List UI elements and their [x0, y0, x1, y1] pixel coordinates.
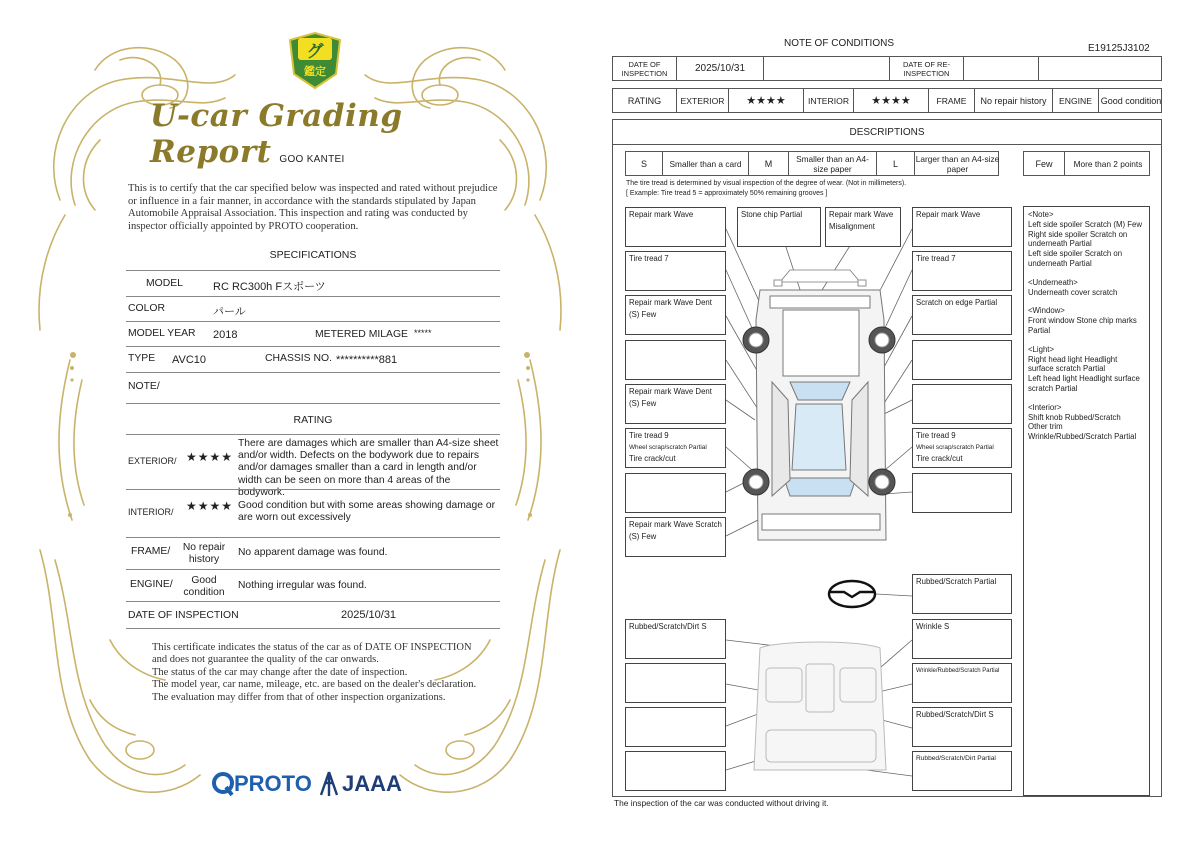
- damage-callout: Tire tread 9 Wheel scrap/scratch Partial Tire crack/cut: [625, 428, 726, 468]
- damage-callout: [625, 340, 726, 380]
- interior-label: INTERIOR: [803, 89, 853, 112]
- damage-callout: Rubbed/Scratch/Dirt S: [625, 619, 726, 659]
- exterior-stars: ★★★★: [728, 89, 803, 112]
- sheet-code: E19125J3102: [1088, 43, 1150, 54]
- interior-stars: ★★★★: [186, 499, 234, 513]
- legend-text: Larger than an A4-size paper: [915, 153, 1000, 174]
- notes-panel: [1023, 206, 1150, 796]
- footer-line: The status of the car may change after the date of inspection.: [152, 666, 408, 678]
- sheet-footer: The inspection of the car was conducted without driving it.: [614, 798, 829, 808]
- legend-key: L: [876, 152, 914, 175]
- footer-line: The model year, car name, mileage, etc. are based on the dealer's declaration.: [152, 679, 477, 691]
- legend-key: M: [748, 152, 788, 175]
- note-line: <Underneath>: [1028, 277, 1078, 287]
- date-of-inspection-value: 2025/10/31: [341, 609, 397, 621]
- damage-callout: [912, 473, 1012, 513]
- color-label: COLOR: [128, 303, 165, 314]
- specifications-heading: SPECIFICATIONS: [269, 249, 357, 261]
- certificate-intro: This is to certify that the car specified below was inspected and rated without prejudice or influence in a fair manner, in accordance with the standards stipulated by Japan Automobile Appraisal Association. This inspection and rating was conducted by inspector officially appointed by PROTO cooperation.: [128, 183, 498, 232]
- engine-description: Nothing irregular was found.: [238, 580, 367, 591]
- note-line: <Window>: [1028, 306, 1065, 316]
- rating-label: RATING: [627, 95, 662, 106]
- note-line: Right side spoiler Scratch on underneath Partial: [1028, 229, 1128, 249]
- engine-value: Good condition: [183, 575, 225, 599]
- engine-label: ENGINE: [1052, 89, 1098, 112]
- note-line: Right head light Headlight surface scratch Partial: [1028, 354, 1118, 374]
- date-of-inspection-label: DATE OF INSPECTION: [621, 59, 668, 78]
- proto-logo: PROTO: [212, 771, 312, 797]
- damage-callout: Stone chip Partial: [737, 207, 821, 247]
- damage-callout: Repair mark Wave Misalignment: [825, 207, 901, 247]
- damage-callout: [912, 384, 1012, 424]
- note-line: Other trim: [1028, 422, 1063, 432]
- note-label: NOTE/: [128, 381, 160, 392]
- frame-label: FRAME/: [131, 546, 171, 557]
- date-of-inspection-label: DATE OF INSPECTION: [128, 610, 239, 621]
- descriptions-heading: DESCRIPTIONS: [612, 119, 1162, 145]
- damage-callout: Tire tread 7: [912, 251, 1012, 291]
- legend-text: Smaller than an A4-size paper: [788, 152, 876, 175]
- damage-callout: [625, 473, 726, 513]
- tire-example: [ Example: Tire tread 5 = approximately 50% remaining grooves ]: [626, 190, 828, 197]
- damage-callout: Rubbed/Scratch/Dirt Partial: [912, 751, 1012, 791]
- certificate-subtitle: GOO KANTEI: [279, 154, 345, 165]
- damage-callout: Repair mark Wave Scratch (S) Few: [625, 517, 726, 557]
- damage-callout: [625, 663, 726, 703]
- sheet-title: NOTE OF CONDITIONS: [784, 38, 894, 49]
- damage-callout: [625, 751, 726, 791]
- damage-callout: Repair mark Wave: [912, 207, 1012, 247]
- interior-stars: ★★★★: [853, 89, 928, 112]
- model-year-label: MODEL YEAR: [128, 328, 196, 339]
- note-line: Shift knob Rubbed/Scratch: [1028, 412, 1121, 422]
- frame-label: FRAME: [928, 89, 974, 112]
- model-value: RC RC300h Fスポーツ: [213, 281, 326, 293]
- svg-text:グ: グ: [306, 42, 324, 62]
- note-line: <Interior>: [1028, 402, 1062, 412]
- damage-callout: Tire tread 7: [625, 251, 726, 291]
- date-of-reinspection-label: DATE OF RE-INSPECTION: [889, 57, 963, 80]
- jaaa-logo: JAAA: [318, 771, 402, 797]
- exterior-label: EXTERIOR/: [128, 456, 177, 466]
- frame-value: No repair history: [182, 542, 226, 566]
- note-line: Wrinkle/Rubbed/Scratch Partial: [1028, 432, 1137, 442]
- metered-milage-label: METERED MILAGE: [315, 329, 408, 340]
- few-key: Few: [1035, 158, 1053, 169]
- exterior-stars: ★★★★: [186, 450, 234, 464]
- exterior-description: There are damages which are smaller than A4-size sheet and/or width. Defects on the bodywork due to repairs and/or damages smaller than a card in length and/or width can be seen on more than 4 areas of the bodywork.: [238, 438, 499, 498]
- tire-note: The tire tread is determined by visual inspection of the degree of wear. (Not in millimeters).: [626, 180, 907, 187]
- damage-callout: Rubbed/Scratch Partial: [912, 574, 1012, 614]
- damage-callout: Wrinkle S: [912, 619, 1012, 659]
- chassis-value: **********881: [336, 354, 398, 366]
- rating-heading: RATING: [293, 414, 333, 426]
- engine-label: ENGINE/: [130, 579, 173, 590]
- chassis-label: CHASSIS NO.: [265, 353, 332, 364]
- damage-callout: Repair mark Wave Dent (S) Few: [625, 384, 726, 424]
- legend-key: S: [640, 158, 647, 169]
- damage-callout: [625, 707, 726, 747]
- legend-text: Smaller than a card: [662, 152, 748, 175]
- metered-milage-value: *****: [414, 328, 432, 338]
- date-of-inspection-value: 2025/10/31: [676, 57, 763, 80]
- certificate-title: U-car Grading Report: [150, 98, 403, 170]
- damage-callout: Tire tread 9 Wheel scrap/scratch Partial Tire crack/cut: [912, 428, 1012, 468]
- damage-callout: Scratch on edge Partial: [912, 295, 1012, 335]
- frame-value: No repair history: [974, 89, 1052, 112]
- interior-label: INTERIOR/: [128, 507, 174, 517]
- svg-text:鑑定: 鑑定: [304, 65, 326, 78]
- exterior-label: EXTERIOR: [676, 89, 728, 112]
- footer-line: This certificate indicates the status of the car as of DATE OF INSPECTION and does not guarantee the quality of the car onwards.: [152, 642, 472, 666]
- note-line: <Note>: [1028, 210, 1054, 219]
- note-line: Left side spoiler Scratch (M) Few: [1028, 219, 1142, 229]
- model-year-value: 2018: [213, 329, 238, 341]
- few-text: More than 2 points: [1064, 152, 1151, 175]
- type-label: TYPE: [128, 353, 156, 364]
- steering-wheel-icon: [829, 581, 875, 607]
- damage-callout: Wrinkle/Rubbed/Scratch Partial: [912, 663, 1012, 703]
- damage-callout: Rubbed/Scratch/Dirt S: [912, 707, 1012, 747]
- note-line: <Light>: [1028, 344, 1055, 354]
- interior-description: Good condition but with some areas showing damage or are worn out excessively: [238, 500, 495, 524]
- note-line: Underneath cover scratch: [1028, 287, 1118, 297]
- note-line: Left side spoiler Scratch on underneath Partial: [1028, 249, 1123, 268]
- damage-callout: Repair mark Wave Dent (S) Few: [625, 295, 726, 335]
- frame-description: No apparent damage was found.: [238, 547, 388, 558]
- engine-value: Good condition: [1098, 89, 1163, 112]
- note-line: Front window Stone chip marks Partial: [1028, 316, 1137, 335]
- model-label: MODEL: [146, 278, 183, 289]
- damage-callout: Repair mark Wave: [625, 207, 726, 247]
- color-value: パール: [213, 306, 246, 318]
- type-value: AVC10: [172, 354, 207, 366]
- footer-line: The evaluation may differ from that of other inspection organizations.: [152, 691, 446, 703]
- damage-callout: [912, 340, 1012, 380]
- note-line: Left head light Headlight surface scratch Partial: [1028, 374, 1140, 393]
